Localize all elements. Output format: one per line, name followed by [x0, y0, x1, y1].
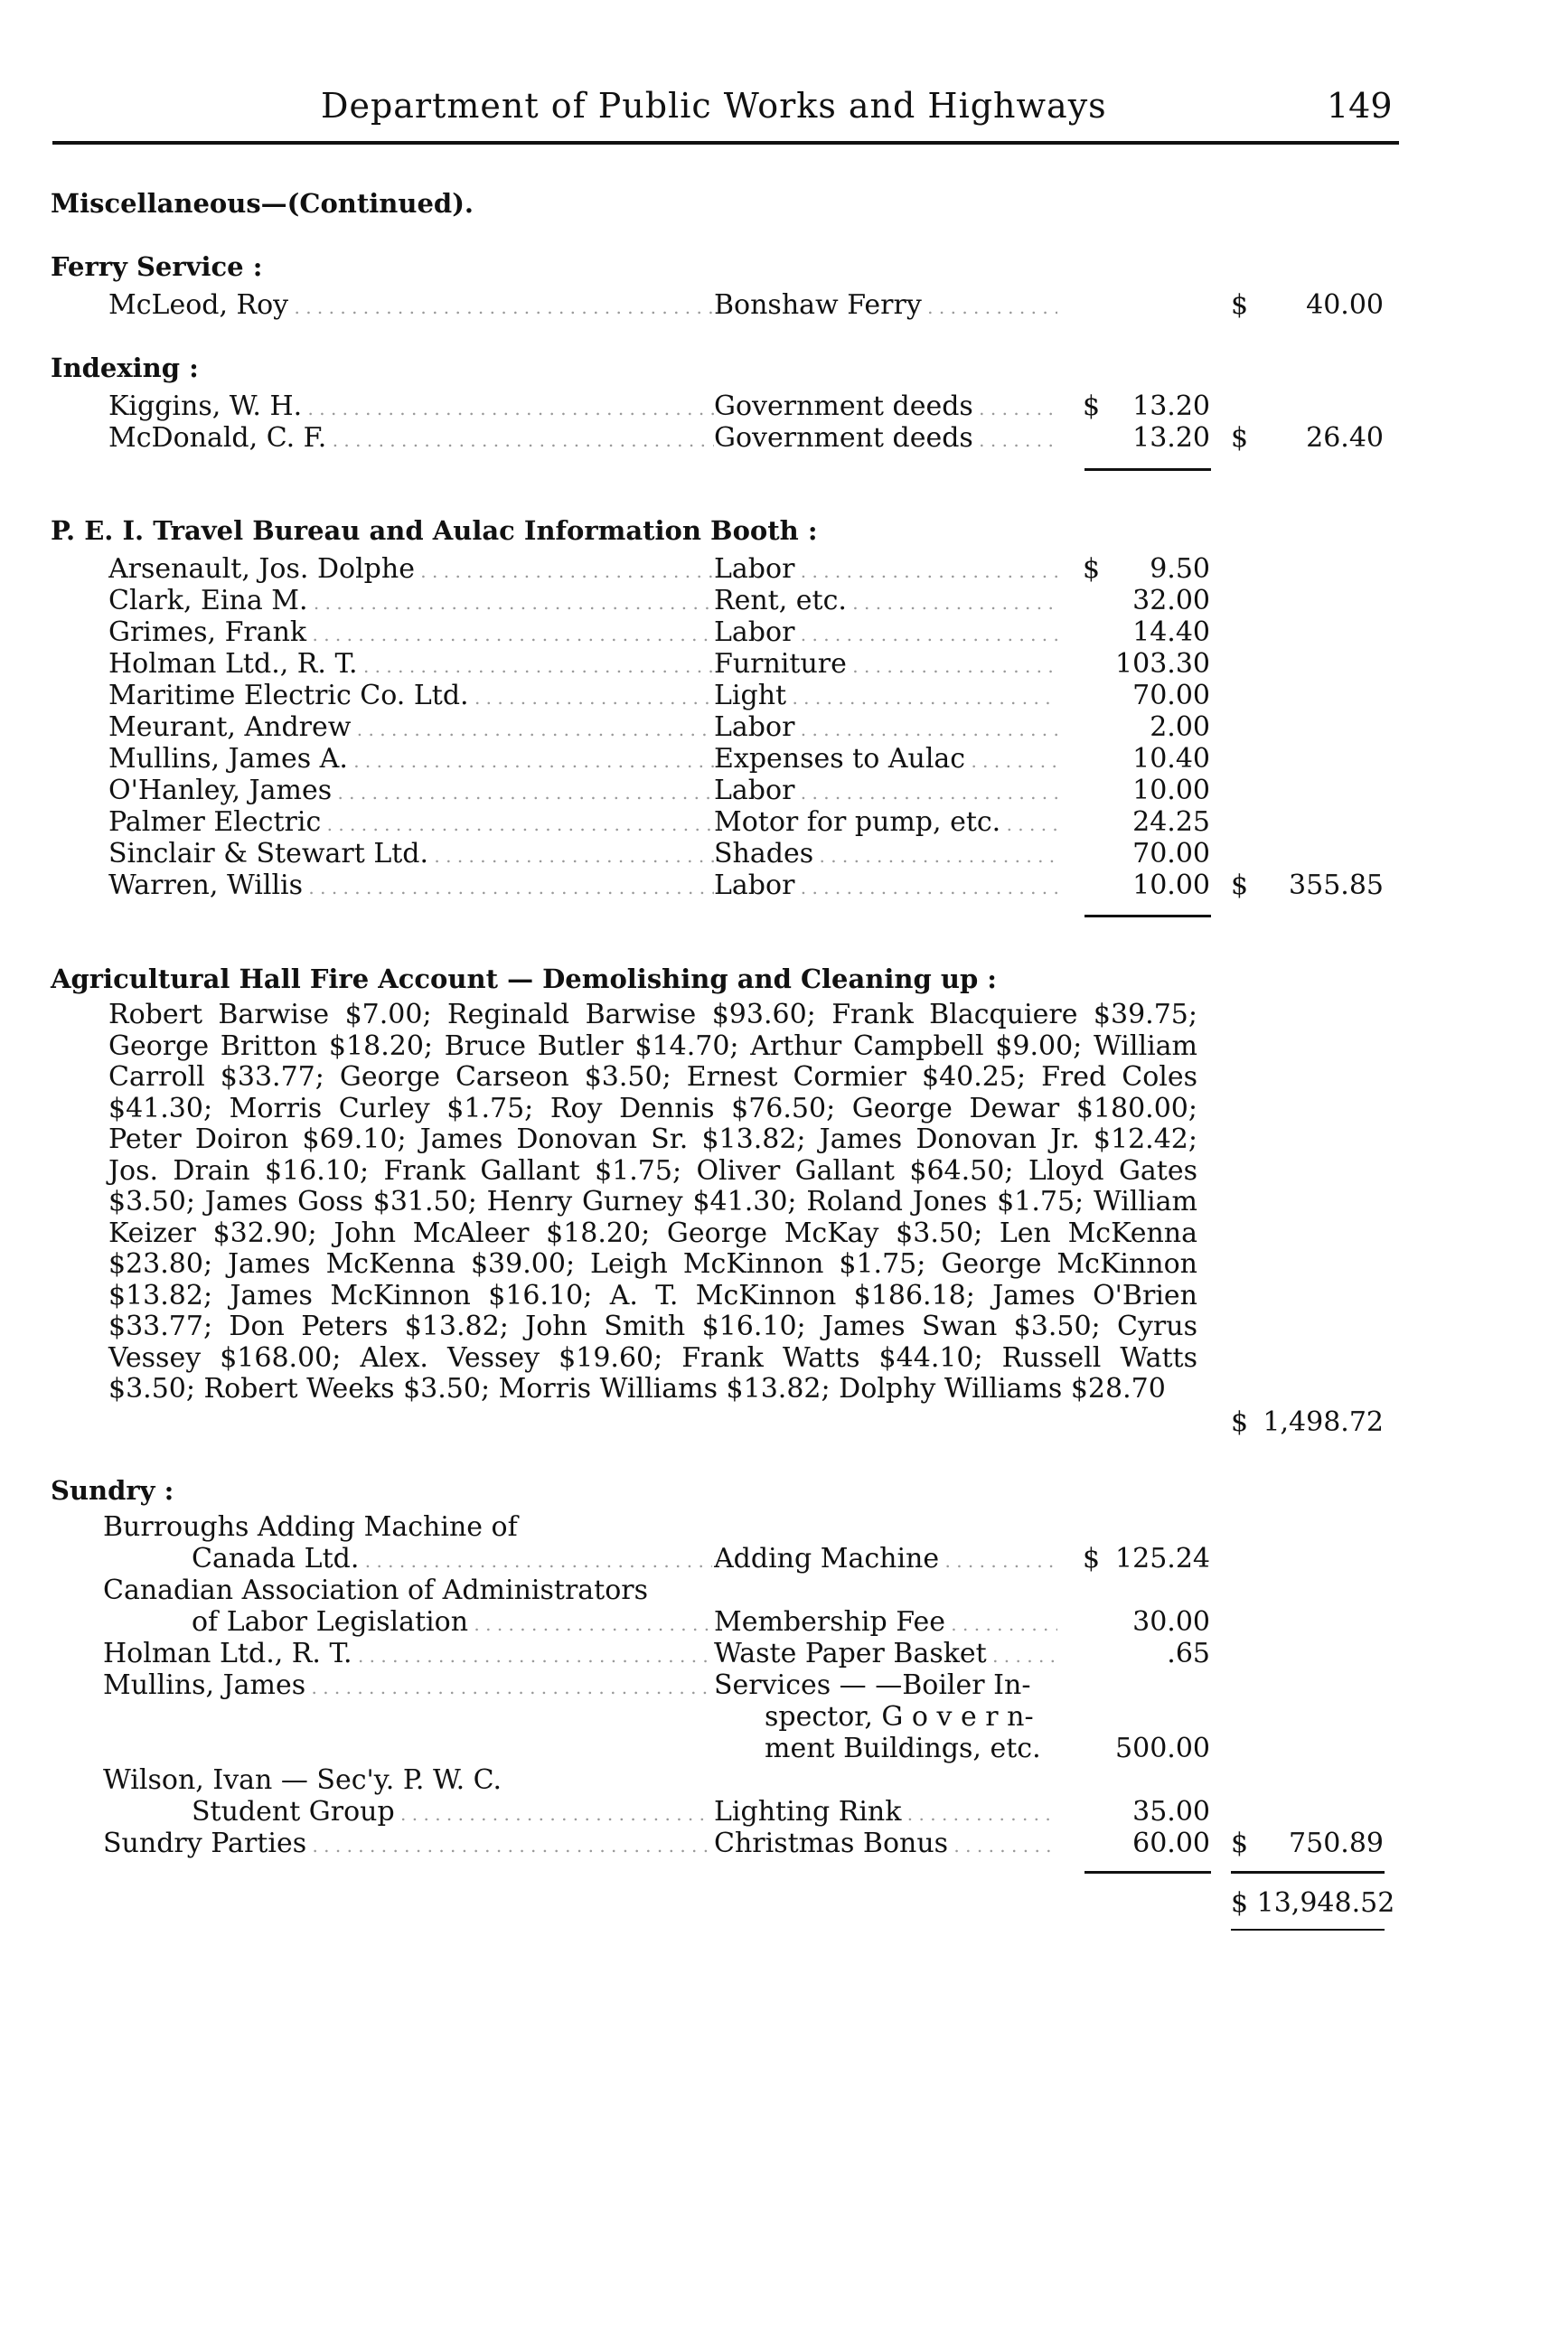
table-row: [0, 680, 1568, 712]
table-row: [0, 1796, 1568, 1828]
payee-name: Wilson, Ivan — Sec'y. P. W. C.: [103, 1764, 502, 1796]
payment-description: Labor . . .: [714, 553, 1057, 585]
payment-description: Labor . . .: [714, 616, 1057, 648]
payment-description: Bonshaw Ferry . . .: [714, 289, 1057, 321]
payee-name: Clark, Eina M. . . .: [108, 585, 714, 616]
table-row: [0, 743, 1568, 776]
dollar-sign: $: [1231, 870, 1249, 901]
payee-name: O'Hanley, James . . .: [108, 775, 714, 806]
payee-name: Mullins, James . . .: [103, 1669, 712, 1701]
grand-total: $ 13,948.52: [1231, 1887, 1395, 1919]
agricultural-hall-heading: Agricultural Hall Fire Account — Demolishing and Cleaning up :: [51, 964, 998, 994]
total-rule: [1231, 1871, 1385, 1874]
table-row: [0, 838, 1568, 870]
item-amount: 32.00: [1132, 585, 1210, 616]
payee-name: Canadian Association of Administrators: [103, 1574, 649, 1606]
dollar-sign: $: [1231, 289, 1249, 321]
page-header-title: Department of Public Works and Highways: [321, 86, 1107, 126]
grand-total-rule: [1231, 1929, 1385, 1931]
payee-name: Mullins, James A. . . .: [108, 743, 714, 775]
payee-name: Burroughs Adding Machine of: [103, 1511, 518, 1543]
item-amount: .65: [1167, 1638, 1210, 1669]
payee-name: Grimes, Frank . . .: [108, 616, 714, 648]
payee-name: of Labor Legislation . . .: [192, 1606, 712, 1638]
dollar-sign: $: [1231, 422, 1249, 454]
table-row: [0, 1828, 1568, 1860]
table-row: [0, 616, 1568, 649]
table-row: [0, 585, 1568, 617]
item-amount: 70.00: [1132, 838, 1210, 870]
payment-description: Shades . . .: [714, 838, 1057, 870]
page-number: 149: [1327, 86, 1393, 126]
indexing-heading: Indexing :: [51, 352, 199, 383]
table-row: [0, 648, 1568, 681]
item-amount: 24.25: [1132, 806, 1210, 838]
subtotal-rule: [1084, 1871, 1211, 1874]
item-amount: 125.24: [1115, 1543, 1210, 1574]
table-row: [0, 711, 1568, 744]
payee-name: Sinclair & Stewart Ltd. . . .: [108, 838, 714, 870]
payment-description: Government deeds . . .: [714, 390, 1057, 422]
table-row: [0, 553, 1568, 586]
payment-description: Labor . . .: [714, 775, 1057, 806]
section-total: 355.85: [1289, 870, 1384, 901]
agricultural-hall-payments-paragraph: Robert Barwise $7.00; Reginald Barwise $93.60; Frank Blacquiere $39.75; George Britton $18.20; Bruce Butler $14.70; Arthur Campbell $9.00; William Carroll $33.77; George Carseon $3.50; Ernest Cormier $40.25; Fred Coles $41.30; Morris Curley $1.75; Roy Dennis $76.50; George Dewar $180.00; Peter Doiron $69.10; James Donovan Sr. $13.82; James Donovan Jr. $12.42; Jos. Drain $16.10; Frank Gallant $1.75; Oliver Gallant $64.50; Lloyd Gates $3.50; James Goss $31.50; Henry Gurney $41.30; Roland Jones $1.75; William Keizer $32.90; John McAleer $18.20; George McKay $3.50; Len McKenna $23.80; James McKenna $39.00; Leigh McKinnon $1.75; George McKinnon $13.82; James McKinnon $16.10; A. T. McKinnon $186.18; James O'Brien $33.77; Don Peters $13.82; John Smith $16.10; James Swan $3.50; Cyrus Vessey $168.00; Alex. Vessey $19.60; Frank Watts $44.10; Russell Watts $3.50; Robert Weeks $3.50; Morris Williams $13.82; Dolphy Williams $28.70: [108, 999, 1197, 1405]
payment-description: Rent, etc. . . .: [714, 585, 1057, 616]
payee-name: Meurant, Andrew . . .: [108, 711, 714, 743]
payee-name: Student Group . . .: [192, 1796, 712, 1828]
payee-name: Kiggins, W. H. . . .: [108, 390, 714, 422]
table-row: [0, 1733, 1568, 1765]
payee-name: Sundry Parties . . .: [103, 1828, 712, 1859]
item-amount: 9.50: [1150, 553, 1210, 585]
payee-name: Arsenault, Jos. Dolphe . . .: [108, 553, 714, 585]
item-amount: 30.00: [1132, 1606, 1210, 1638]
section-total: 1,498.72: [1263, 1406, 1384, 1438]
item-amount: 10.00: [1132, 870, 1210, 901]
table-row: [0, 289, 1568, 322]
payment-description: Labor . . .: [714, 870, 1057, 901]
payee-name: Canada Ltd. . . .: [192, 1543, 712, 1574]
table-row: [0, 775, 1568, 807]
dollar-sign: $: [1231, 1406, 1249, 1438]
payment-description: Government deeds . . .: [714, 422, 1057, 454]
item-amount: 35.00: [1132, 1796, 1210, 1828]
item-amount: 500.00: [1115, 1733, 1210, 1764]
table-row: [0, 806, 1568, 839]
section-miscellaneous-heading: Miscellaneous—(Continued).: [51, 188, 474, 219]
payment-description: Motor for pump, etc. . . .: [714, 806, 1057, 838]
payee-name: Warren, Willis . . .: [108, 870, 714, 901]
dollar-sign: $: [1231, 1828, 1249, 1859]
payment-description: Labor . . .: [714, 711, 1057, 743]
item-amount: 60.00: [1132, 1828, 1210, 1859]
item-amount: 14.40: [1132, 616, 1210, 648]
dollar-sign: $: [1083, 390, 1101, 422]
dollar-sign: $: [1083, 1543, 1101, 1574]
payee-name: McLeod, Roy . . .: [108, 289, 714, 321]
payee-name: Holman Ltd., R. T. . . .: [103, 1638, 712, 1669]
subtotal-rule: [1084, 915, 1211, 917]
payee-name: McDonald, C. F. . . .: [108, 422, 714, 454]
table-row: [0, 1543, 1568, 1575]
payment-description: Furniture . . .: [714, 648, 1057, 680]
payment-description: Waste Paper Basket . . .: [714, 1638, 1057, 1669]
payment-description: Light . . .: [714, 680, 1057, 711]
payment-description: Christmas Bonus . . .: [714, 1828, 1057, 1859]
item-amount: 10.40: [1132, 743, 1210, 775]
section-total: 26.40: [1306, 422, 1384, 454]
payment-description: Expenses to Aulac . . .: [714, 743, 1057, 775]
item-amount: 10.00: [1132, 775, 1210, 806]
payment-description-continued: ment Buildings, etc.: [765, 1733, 1041, 1764]
travel-bureau-heading: P. E. I. Travel Bureau and Aulac Information Booth :: [51, 515, 818, 546]
item-amount: 70.00: [1132, 680, 1210, 711]
payment-description: Membership Fee . . .: [714, 1606, 1057, 1638]
item-amount: 13.20: [1132, 422, 1210, 454]
subtotal-rule: [1084, 468, 1211, 471]
table-row: [0, 1638, 1568, 1670]
table-row: [0, 422, 1568, 455]
item-amount: 103.30: [1115, 648, 1210, 680]
header-rule: [52, 141, 1399, 145]
payee-name: Maritime Electric Co. Ltd. . . .: [108, 680, 714, 711]
payment-description: Services — —Boiler In-: [714, 1669, 1031, 1701]
table-row: [0, 390, 1568, 423]
payee-name: Holman Ltd., R. T. . . .: [108, 648, 714, 680]
item-amount: 13.20: [1132, 390, 1210, 422]
payment-description-continued: spector, G o v e r n-: [765, 1701, 1034, 1733]
ferry-service-heading: Ferry Service :: [51, 251, 263, 282]
section-total: 750.89: [1289, 1828, 1384, 1859]
sundry-heading: Sundry :: [51, 1475, 174, 1506]
section-total: 40.00: [1306, 289, 1384, 321]
payment-description: Lighting Rink . . .: [714, 1796, 1057, 1828]
item-amount: 2.00: [1150, 711, 1210, 743]
dollar-sign: $: [1083, 553, 1101, 585]
table-row: [0, 870, 1568, 902]
payee-name: Palmer Electric . . .: [108, 806, 714, 838]
table-row: [0, 1669, 1568, 1702]
payment-description: Adding Machine . . .: [714, 1543, 1057, 1574]
table-row: [0, 1606, 1568, 1639]
